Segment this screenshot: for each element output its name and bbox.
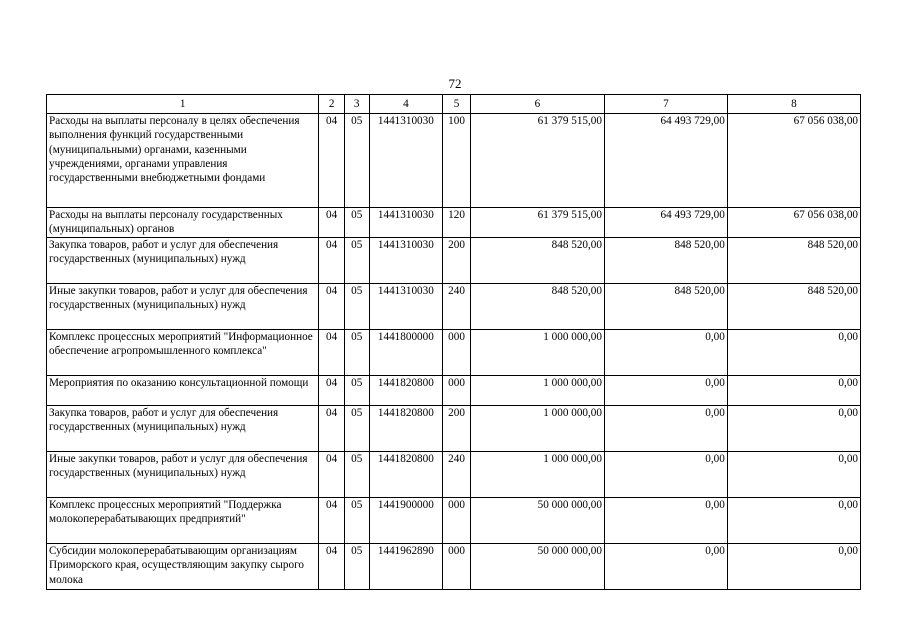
row-target-code: 1441900000 xyxy=(369,498,443,544)
column-header: 7 xyxy=(604,95,727,114)
column-header: 4 xyxy=(369,95,443,114)
row-description: Иные закупки товаров, работ и услуг для обеспечения государственных (муниципальных) нужд xyxy=(47,452,319,498)
table-row xyxy=(47,208,861,238)
row-section-code: 04 xyxy=(319,208,345,238)
row-expense-type-code: 000 xyxy=(443,376,471,406)
row-amount-col8: 0,00 xyxy=(727,376,860,406)
row-section-code: 04 xyxy=(319,238,345,284)
row-subsection-code: 05 xyxy=(344,376,369,406)
row-description: Закупка товаров, работ и услуг для обеспечения государственных (муниципальных) нужд xyxy=(47,238,319,284)
table-row xyxy=(47,114,861,208)
column-header: 5 xyxy=(443,95,471,114)
row-amount-col6: 50 000 000,00 xyxy=(470,544,604,590)
row-expense-type-code: 240 xyxy=(443,284,471,330)
row-target-code: 1441310030 xyxy=(369,114,443,208)
table-row xyxy=(47,376,861,406)
row-expense-type-code: 120 xyxy=(443,208,471,238)
row-amount-col7: 0,00 xyxy=(604,330,727,376)
row-amount-col7: 848 520,00 xyxy=(604,238,727,284)
row-target-code: 1441820800 xyxy=(369,376,443,406)
row-amount-col7: 0,00 xyxy=(604,498,727,544)
row-amount-col7: 64 493 729,00 xyxy=(604,114,727,208)
row-amount-col8: 0,00 xyxy=(727,498,860,544)
row-description: Расходы на выплаты персоналу в целях обеспечения выполнения функций государственными (муниципальными) органами, казенными учреждениями, органами управления государственными внебюджетными фондами xyxy=(47,114,319,208)
column-header: 3 xyxy=(344,95,369,114)
row-amount-col7: 848 520,00 xyxy=(604,284,727,330)
row-subsection-code: 05 xyxy=(344,284,369,330)
row-description: Комплекс процессных мероприятий "Поддержка молокоперерабатывающих предприятий" xyxy=(47,498,319,544)
row-amount-col8: 0,00 xyxy=(727,544,860,590)
row-target-code: 1441820800 xyxy=(369,406,443,452)
row-subsection-code: 05 xyxy=(344,544,369,590)
column-header: 8 xyxy=(727,95,860,114)
budget-table xyxy=(46,94,861,590)
table-row xyxy=(47,544,861,590)
row-description: Мероприятия по оказанию консультационной помощи xyxy=(47,376,319,406)
row-section-code: 04 xyxy=(319,376,345,406)
row-amount-col8: 67 056 038,00 xyxy=(727,208,860,238)
row-expense-type-code: 100 xyxy=(443,114,471,208)
row-amount-col6: 1 000 000,00 xyxy=(470,376,604,406)
row-amount-col7: 0,00 xyxy=(604,406,727,452)
row-section-code: 04 xyxy=(319,330,345,376)
row-target-code: 1441820800 xyxy=(369,452,443,498)
row-amount-col8: 0,00 xyxy=(727,452,860,498)
table-row xyxy=(47,452,861,498)
row-section-code: 04 xyxy=(319,114,345,208)
row-section-code: 04 xyxy=(319,544,345,590)
row-amount-col6: 848 520,00 xyxy=(470,284,604,330)
column-header: 2 xyxy=(319,95,345,114)
row-amount-col8: 67 056 038,00 xyxy=(727,114,860,208)
row-expense-type-code: 000 xyxy=(443,330,471,376)
table-row xyxy=(47,406,861,452)
table-row xyxy=(47,284,861,330)
row-target-code: 1441310030 xyxy=(369,284,443,330)
row-target-code: 1441310030 xyxy=(369,238,443,284)
row-expense-type-code: 000 xyxy=(443,544,471,590)
row-amount-col6: 848 520,00 xyxy=(470,238,604,284)
row-description: Комплекс процессных мероприятий "Информационное обеспечение агропромышленного комплекса" xyxy=(47,330,319,376)
row-amount-col7: 64 493 729,00 xyxy=(604,208,727,238)
row-section-code: 04 xyxy=(319,406,345,452)
row-amount-col6: 61 379 515,00 xyxy=(470,114,604,208)
table-row xyxy=(47,330,861,376)
row-subsection-code: 05 xyxy=(344,498,369,544)
row-amount-col6: 50 000 000,00 xyxy=(470,498,604,544)
row-subsection-code: 05 xyxy=(344,406,369,452)
row-expense-type-code: 240 xyxy=(443,452,471,498)
row-subsection-code: 05 xyxy=(344,452,369,498)
table-row xyxy=(47,238,861,284)
row-amount-col6: 61 379 515,00 xyxy=(470,208,604,238)
row-target-code: 1441962890 xyxy=(369,544,443,590)
row-amount-col8: 0,00 xyxy=(727,330,860,376)
row-section-code: 04 xyxy=(319,498,345,544)
row-target-code: 1441800000 xyxy=(369,330,443,376)
row-expense-type-code: 000 xyxy=(443,498,471,544)
row-amount-col7: 0,00 xyxy=(604,544,727,590)
row-section-code: 04 xyxy=(319,284,345,330)
row-amount-col8: 848 520,00 xyxy=(727,238,860,284)
row-description: Иные закупки товаров, работ и услуг для обеспечения государственных (муниципальных) нужд xyxy=(47,284,319,330)
row-amount-col6: 1 000 000,00 xyxy=(470,406,604,452)
row-amount-col6: 1 000 000,00 xyxy=(470,452,604,498)
row-subsection-code: 05 xyxy=(344,238,369,284)
page-number: 72 xyxy=(448,76,462,91)
row-amount-col8: 0,00 xyxy=(727,406,860,452)
row-subsection-code: 05 xyxy=(344,330,369,376)
table-row xyxy=(47,498,861,544)
row-expense-type-code: 200 xyxy=(443,238,471,284)
row-amount-col7: 0,00 xyxy=(604,452,727,498)
row-target-code: 1441310030 xyxy=(369,208,443,238)
column-header: 6 xyxy=(470,95,604,114)
row-amount-col8: 848 520,00 xyxy=(727,284,860,330)
header-row xyxy=(47,95,861,114)
row-subsection-code: 05 xyxy=(344,208,369,238)
row-amount-col7: 0,00 xyxy=(604,376,727,406)
row-section-code: 04 xyxy=(319,452,345,498)
column-header: 1 xyxy=(47,95,319,114)
row-description: Субсидии молокоперерабатывающим организациям Приморского края, осуществляющим закупку сырого молока xyxy=(47,544,319,590)
row-description: Расходы на выплаты персоналу государственных (муниципальных) органов xyxy=(47,208,319,238)
row-expense-type-code: 200 xyxy=(443,406,471,452)
row-subsection-code: 05 xyxy=(344,114,369,208)
row-amount-col6: 1 000 000,00 xyxy=(470,330,604,376)
row-description: Закупка товаров, работ и услуг для обеспечения государственных (муниципальных) нужд xyxy=(47,406,319,452)
